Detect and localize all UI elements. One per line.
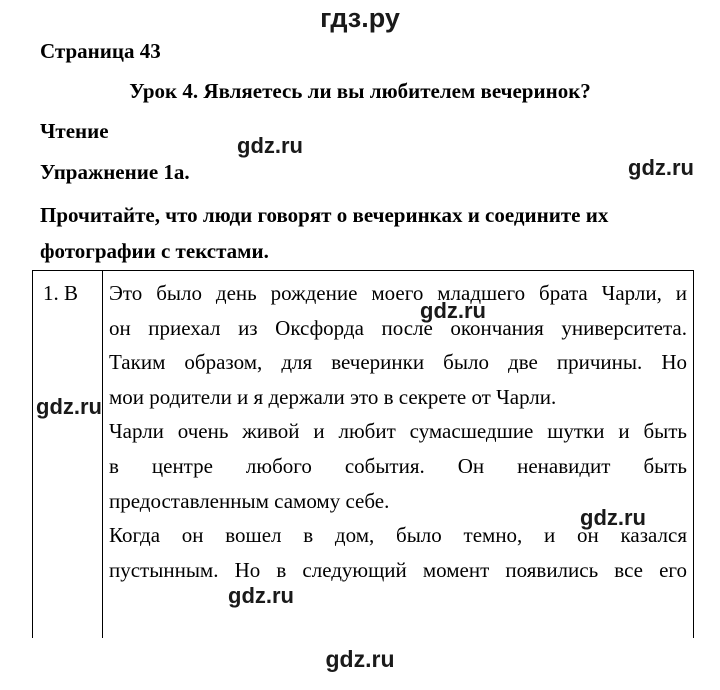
watermark: gdz.ru [36,394,102,419]
answer-label: 1. B [43,281,79,305]
instruction-line: Прочитайте, что люди говорят о вечеринках и соедините их [40,203,609,227]
lesson-title: Урок 4. Являетесь ли вы любителем вечеринок? [129,79,591,103]
site-header: гдз.ру [320,3,400,33]
answer-line: Таким образом, для вечеринки было две причины. Но [109,350,687,375]
answer-line: пустынным. Но в следующий момент появились все его [109,557,687,582]
answer-line: предоставленным самому себе. [109,488,390,513]
answer-line: Чарли очень живой и любит сумасшедшие шутки и быть [109,419,687,444]
table-column-divider [102,271,103,638]
watermark: gdz.ru [237,133,303,158]
answer-line: Когда он вошел в дом, было темно, и он казался [109,523,687,548]
watermark: gdz.ru [580,505,646,530]
section-title: Чтение [40,119,109,143]
instruction-line: фотографии с текстами. [40,239,269,263]
watermark: gdz.ru [628,155,694,180]
watermark: gdz.ru [228,583,294,608]
exercise-title: Упражнение 1а. [40,160,190,184]
answer-text [109,280,687,591]
page-number: Страница 43 [40,39,161,63]
answer-line: Это было день рождение моего младшего брата Чарли, и [109,281,687,305]
answer-line: он приехал из Оксфорда после окончания университета. [109,315,687,340]
answer-line: мои родители и я держали это в секрете от Чарли. [109,384,557,409]
answer-line: в центре любого события. Он ненавидит быть [109,453,687,478]
answer-table [32,270,694,638]
watermark: gdz.ru [420,298,486,323]
watermark: gdz.ru [325,646,395,672]
